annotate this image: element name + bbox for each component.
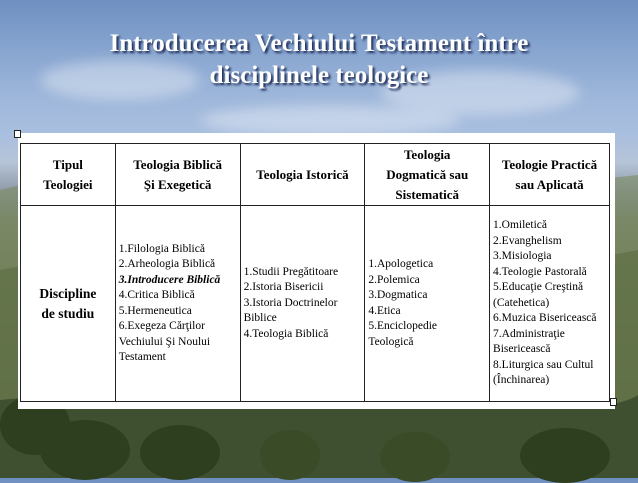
list-item: 3.Misiologia xyxy=(493,250,552,263)
cell-istorica xyxy=(240,206,365,402)
list-item: Testament xyxy=(118,351,166,363)
list-item: 5.Hermeneutica xyxy=(118,304,192,317)
list-item: 5.Enciclopedie xyxy=(368,320,438,332)
header-teologia-dogmatica xyxy=(365,144,490,206)
list-item: 2.Arheologia Biblică xyxy=(118,258,216,270)
resize-handle-top-left[interactable] xyxy=(14,130,21,138)
header-text: sau Aplicată xyxy=(515,176,584,192)
list-item: 6.Muzica Bisericească xyxy=(493,312,597,325)
resize-handle-bottom-right[interactable] xyxy=(610,398,617,406)
list-item: 1.Omiletică xyxy=(493,219,548,232)
list-item: 4.Teologia Biblică xyxy=(243,327,329,340)
row-label-text: Discipline xyxy=(39,285,97,301)
header-text: Şi Exegetică xyxy=(143,176,212,192)
list-item: 8.Liturgica sau Cultul xyxy=(493,358,594,371)
list-item: (Catehetica) xyxy=(493,296,550,309)
header-text: Sistematică xyxy=(395,186,459,202)
list-item: 2.Istoria Bisericii xyxy=(243,281,324,294)
header-text: Teologia xyxy=(403,146,451,162)
list-item: 1.Apologetica xyxy=(368,258,434,270)
slide-title-line1: Introducerea Vechiului Testament între xyxy=(109,30,529,57)
list-item: 6.Exegeza Cărţilor xyxy=(118,320,205,332)
cell-biblica xyxy=(115,206,240,402)
table-row xyxy=(21,206,610,402)
list-item: 4.Critica Biblică xyxy=(118,289,195,301)
tree xyxy=(260,430,320,480)
list-item: 4.Teologie Pastorală xyxy=(493,265,587,278)
header-text: Dogmatică sau xyxy=(386,166,469,182)
cell-practica xyxy=(490,206,610,402)
slide-title-line2: disciplinele teologice xyxy=(209,62,429,89)
header-text: Teologia Biblică xyxy=(133,156,222,172)
header-text: Teologie Practică xyxy=(501,156,598,172)
list-item: Biblice xyxy=(243,312,277,325)
list-item: 5.Educaţie Creştină xyxy=(493,281,584,294)
header-tipul-teologiei xyxy=(21,144,116,206)
tree xyxy=(520,428,610,483)
list-item: 7.Administraţie xyxy=(493,327,565,340)
list-item: 4.Etica xyxy=(368,304,401,317)
header-teologia-biblica xyxy=(115,144,240,206)
list-item: (Închinarea) xyxy=(493,374,550,387)
list-item: 3.Dogmatica xyxy=(368,289,428,301)
tree xyxy=(380,432,450,482)
list-item: Teologică xyxy=(368,335,414,348)
row-label-text: de studiu xyxy=(41,305,95,321)
header-text: Teologia Istorică xyxy=(256,166,349,182)
header-teologie-practica xyxy=(490,144,610,206)
list-item: 1.Filologia Biblică xyxy=(118,242,205,255)
list-item: 1.Studii Pregătitoare xyxy=(243,265,339,278)
cloud xyxy=(200,105,460,135)
cell-dogmatica xyxy=(365,206,490,402)
header-text: Teologiei xyxy=(43,176,93,192)
list-item: Bisericească xyxy=(493,343,551,356)
row-label-discipline xyxy=(21,206,116,402)
header-text: Tipul xyxy=(52,156,83,172)
tree xyxy=(140,425,220,480)
disciplines-table xyxy=(20,143,610,402)
slide-title xyxy=(0,28,638,92)
header-teologia-istorica xyxy=(240,144,365,206)
table-header-row xyxy=(21,144,610,206)
list-item: 3.Istoria Doctrinelor xyxy=(243,296,338,309)
tree xyxy=(40,420,130,480)
list-item-highlighted: 3.Introducere Biblică xyxy=(118,273,221,286)
list-item: 2.Polemica xyxy=(368,273,420,286)
list-item: 2.Evanghelism xyxy=(493,234,562,247)
list-item: Vechiului Şi Noului xyxy=(118,335,211,348)
